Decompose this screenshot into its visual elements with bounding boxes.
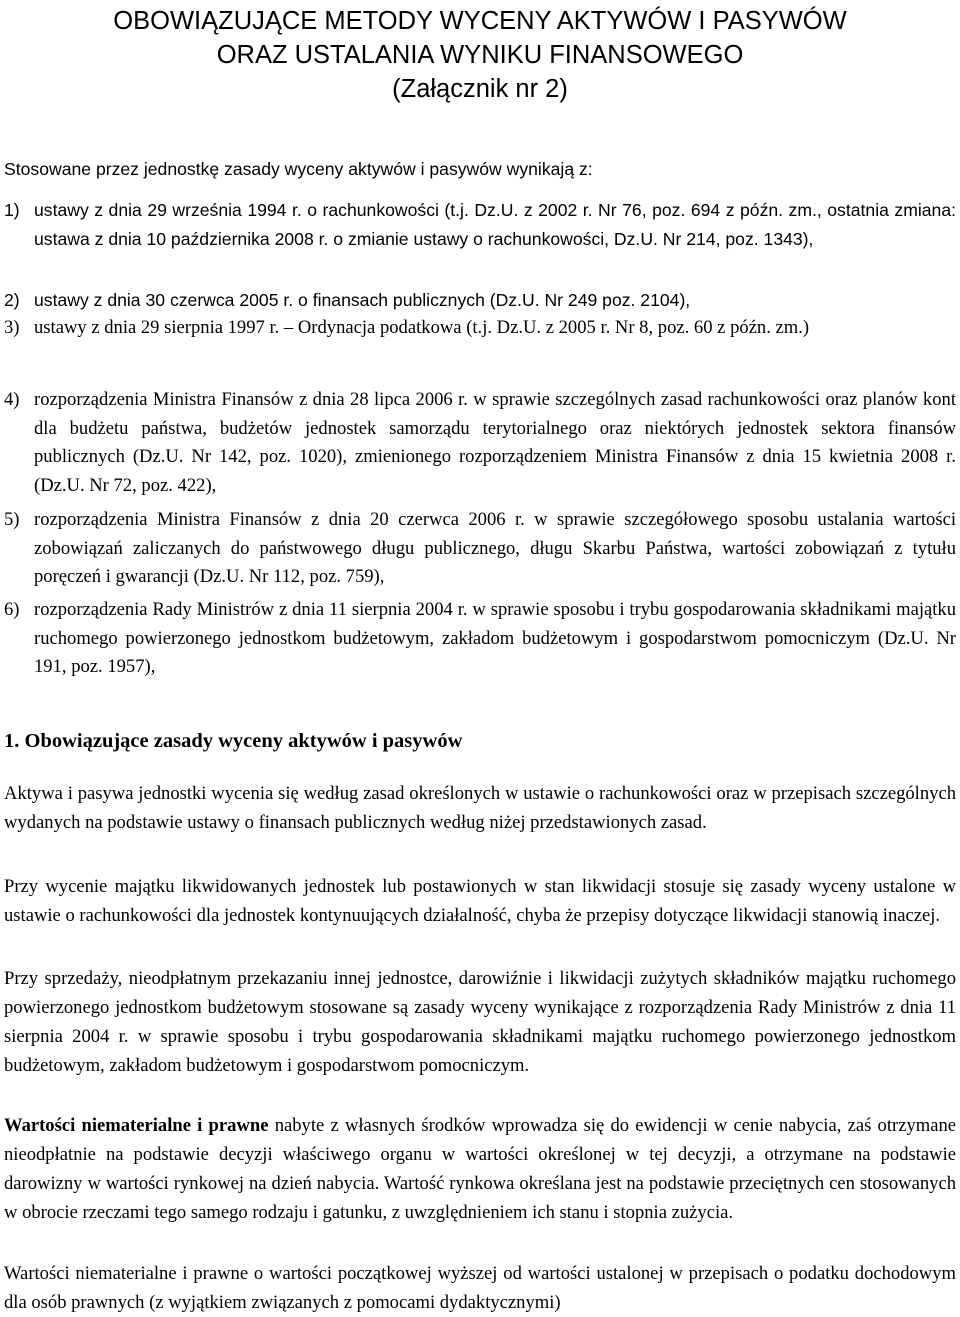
reference-item-6 — [4, 596, 956, 682]
document-title — [0, 4, 960, 106]
paragraph-text: Przy wycenie majątku likwidowanych jednostek lub postawionych w stan likwidacji stosuje się zasady wyceny ustalone w ustawie o rachunkowości dla jednostek kontynuujących działalność, chyba że przepisy dotyczące likwidacji stanowią inaczej. — [4, 876, 956, 926]
paragraph-text: Aktywa i pasywa jednostki wycenia się według zasad określonych w ustawie o rachunkowości oraz w przepisach szczególnych wydanych na podstawie ustawy o finansach publicznych według niżej przedstawionych zasad. — [4, 783, 956, 833]
reference-number: 1) — [4, 200, 20, 220]
reference-text: rozporządzenia Ministra Finansów z dnia 20 czerwca 2006 r. w sprawie szczegółowego sposobu ustalania wartości zobowiązań zaliczanych do państwowego długu publicznego, długu Skarbu Państwa, wartości zobowiązań z tytułu poręczeń i gwarancji (Dz.U. Nr 112, poz. 759), — [34, 509, 956, 587]
reference-number: 3) — [4, 317, 20, 338]
reference-item-2 — [4, 286, 956, 315]
reference-number: 6) — [4, 599, 20, 620]
section-paragraph-4 — [4, 1111, 956, 1227]
reference-item-1 — [4, 196, 956, 253]
title-line-1: OBOWIĄZUJĄCE METODY WYCENY AKTYWÓW I PASYWÓW — [113, 7, 847, 35]
paragraph-text: Wartości niematerialne i prawne o wartości początkowej wyższej od wartości ustalonej w przepisach o podatku dochodowym dla osób prawnych (z wyjątkiem związanych z pomocami dydaktycznymi) — [4, 1263, 956, 1313]
title-line-3: (Załącznik nr 2) — [392, 75, 568, 103]
reference-text: ustawy z dnia 29 sierpnia 1997 r. – Ordynacja podatkowa (t.j. Dz.U. z 2005 r. Nr 8, poz. 60 z późn. zm.) — [34, 317, 810, 338]
reference-item-5 — [4, 506, 956, 592]
section-paragraph-2 — [4, 872, 956, 930]
reference-text: rozporządzenia Ministra Finansów z dnia 28 lipca 2006 r. w sprawie szczególnych zasad rachunkowości oraz planów kont dla budżetu państwa, budżetów jednostek samorządu terytorialnego oraz niektórych jednostek sektora finansów publicznych (Dz.U. Nr 142, poz. 1020), zmienionego rozporządzeniem Ministra Finansów z dnia 15 kwietnia 2008 r. (Dz.U. Nr 72, poz. 422), — [34, 389, 956, 496]
intro-text: Stosowane przez jednostkę zasady wyceny aktywów i pasywów wynikają z: — [4, 159, 593, 179]
reference-item-3 — [4, 314, 956, 343]
paragraph-text: Przy sprzedaży, nieodpłatnym przekazaniu innej jednostce, darowiźnie i likwidacji zużytych składników majątku ruchomego powierzonego jednostkom budżetowym stosowane są zasady wyceny wynikające z rozporządzenia Rady Ministrów z dnia 11 sierpnia 2004 r. w sprawie sposobu i trybu gospodarowania składnikami majątku ruchomego powierzonego jednostkom budżetowym, zakładom budżetowym i gospodarstwom pomocniczym. — [4, 968, 956, 1076]
reference-text: ustawy z dnia 30 czerwca 2005 r. o finansach publicznych (Dz.U. Nr 249 poz. 2104), — [34, 290, 691, 310]
title-line-2: ORAZ USTALANIA WYNIKU FINANSOWEGO — [216, 41, 744, 69]
paragraph-text: nabyte z własnych środków wprowadza się do ewidencji w cenie nabycia, zaś otrzymane nieodpłatnie na podstawie decyzji właściwego organu w wartości określonej w tej decyzji, a otrzymane na podstawie darowizny w wartości rynkowej na dzień nabycia. Wartość rynkowa określana jest na podstawie przeciętnych cen stosowanych w obrocie rzeczami tego samego rodzaju i gatunku, z uwzględnieniem ich stanu i stopnia zużycia. — [4, 1115, 957, 1223]
section-paragraph-1 — [4, 779, 956, 837]
reference-number: 4) — [4, 389, 20, 410]
section-paragraph-3 — [4, 964, 956, 1080]
reference-number: 2) — [4, 290, 20, 310]
reference-text: rozporządzenia Rady Ministrów z dnia 11 sierpnia 2004 r. w sprawie sposobu i trybu gospodarowania składnikami majątku ruchomego powierzonego jednostkom budżetowym, zakładom budżetowym i gospodarstwom pomocniczym (Dz.U. Nr 191, poz. 1957), — [34, 599, 956, 677]
reference-number: 5) — [4, 509, 20, 530]
reference-item-4 — [4, 386, 956, 500]
paragraph-lead: Wartości niematerialne i prawne — [4, 1115, 269, 1136]
reference-text: ustawy z dnia 29 września 1994 r. o rachunkowości (t.j. Dz.U. z 2002 r. Nr 76, poz. 694 z późn. zm., ostatnia zmiana: ustawa z dnia 10 października 2008 r. o zmianie ustawy o rachunkowości, Dz.U. Nr 214, poz. 1343), — [34, 200, 956, 249]
section-heading: 1. Obowiązujące zasady wyceny aktywów i pasywów — [4, 730, 463, 752]
section-paragraph-5 — [4, 1259, 956, 1317]
